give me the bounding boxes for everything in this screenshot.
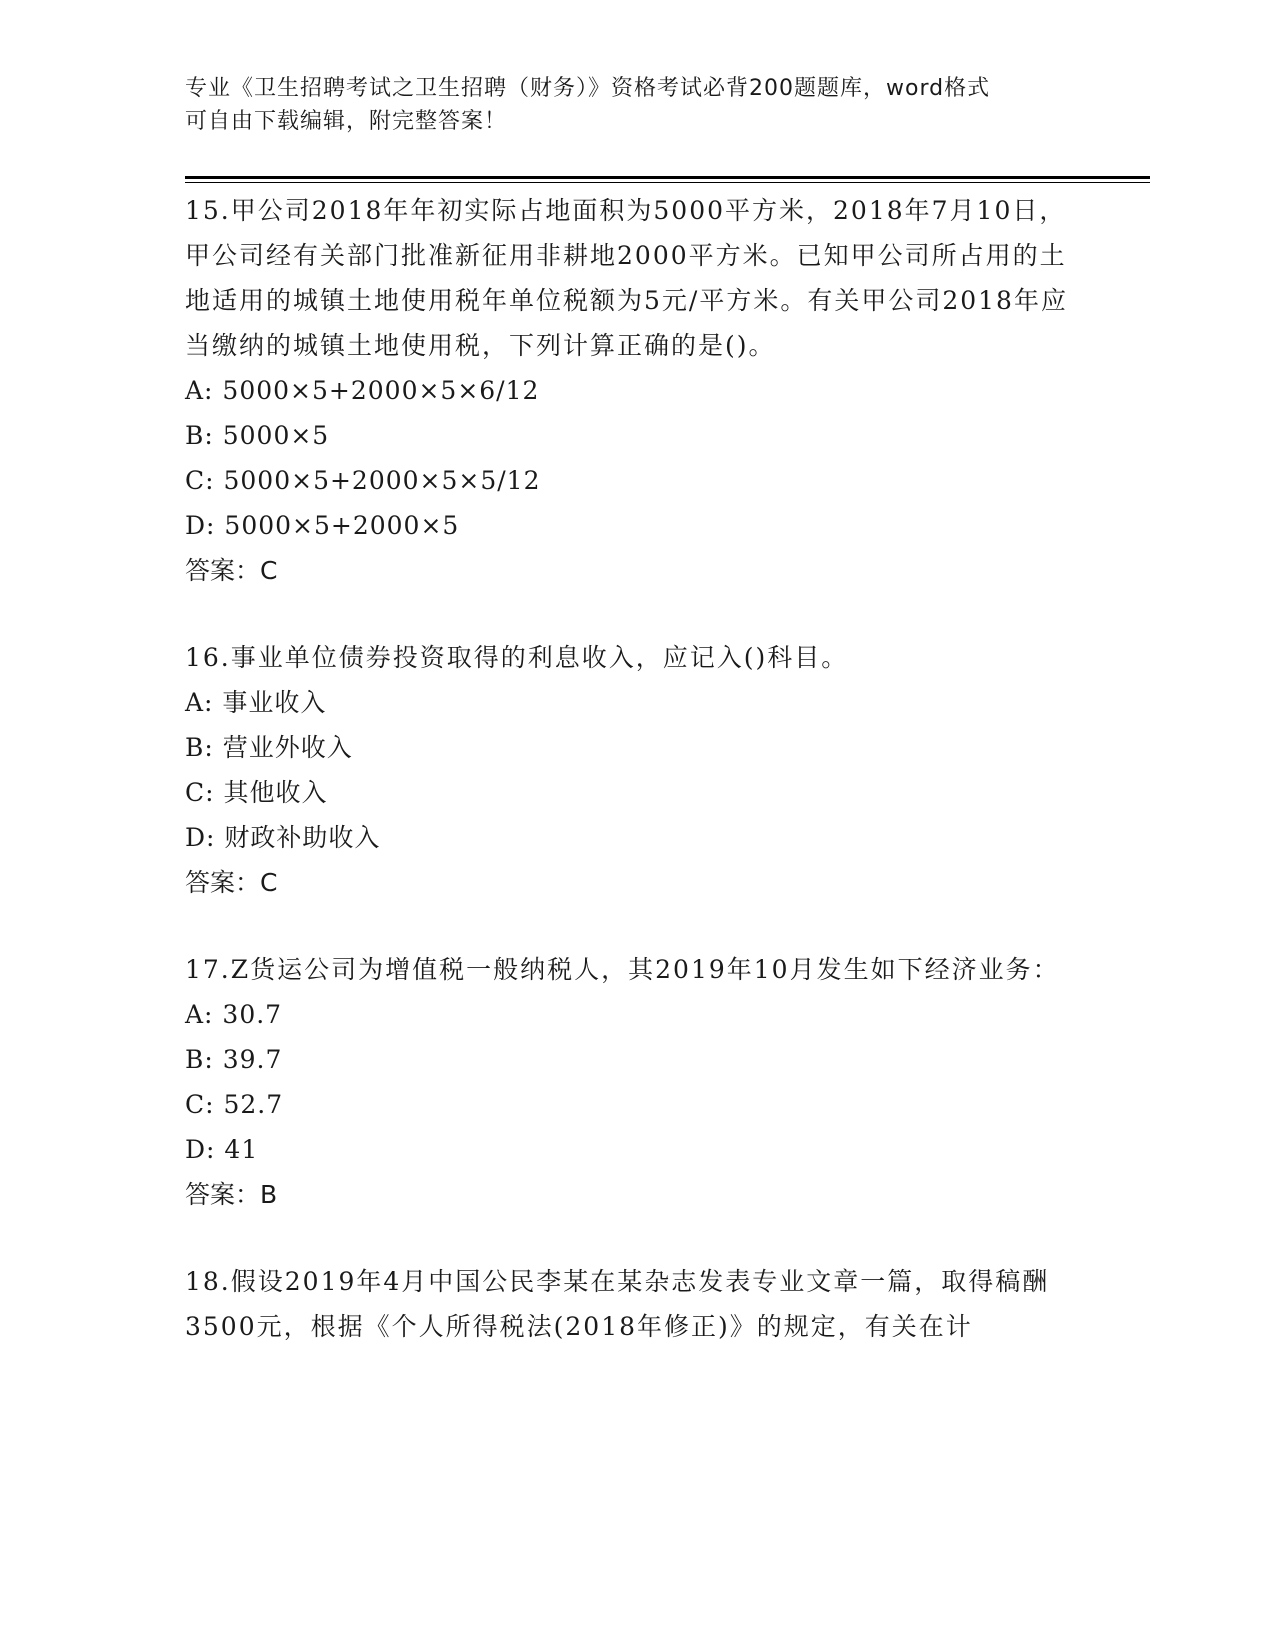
option-d: D: 财政补助收入 xyxy=(185,823,381,852)
option-a: A: 事业收入 xyxy=(185,688,327,717)
answer: 答案：B xyxy=(185,1180,278,1209)
option-b: B: 39.7 xyxy=(185,1045,283,1074)
option-b: B: 5000×5 xyxy=(185,421,330,450)
option-c: C: 52.7 xyxy=(185,1090,284,1119)
question-list xyxy=(185,188,1085,1391)
question-16 xyxy=(185,635,1085,905)
question-15 xyxy=(185,188,1085,593)
question-stem: 18.假设2019年4月中国公民李某在某杂志发表专业文章一篇，取得稿酬3500元，根据《个人所得税法(2018年修正)》的规定，有关在计 xyxy=(185,1267,1050,1341)
option-d: D: 5000×5+2000×5 xyxy=(185,511,460,540)
header-line-1: 专业《卫生招聘考试之卫生招聘（财务）》资格考试必背200题题库，word格式 xyxy=(185,76,991,101)
question-stem: 16.事业单位债券投资取得的利息收入，应记入()科目。 xyxy=(185,643,849,672)
question-17 xyxy=(185,947,1085,1217)
question-stem: 17.Z货运公司为增值税一般纳税人，其2019年10月发生如下经济业务： xyxy=(185,955,1060,984)
header-divider-thick xyxy=(185,176,1150,179)
header-divider-thin xyxy=(185,182,1150,183)
option-a: A: 5000×5+2000×5×6/12 xyxy=(185,376,540,405)
option-c: C: 5000×5+2000×5×5/12 xyxy=(185,466,541,495)
question-18 xyxy=(185,1259,1085,1349)
answer: 答案：C xyxy=(185,868,278,897)
option-c: C: 其他收入 xyxy=(185,778,328,807)
question-stem: 15.甲公司2018年年初实际占地面积为5000平方米，2018年7月10日，甲公司经有关部门批准新征用非耕地2000平方米。已知甲公司所占用的土地适用的城镇土地使用税年单位税额为5元/平方米。有关甲公司2018年应当缴纳的城镇土地使用税，下列计算正确的是()。 xyxy=(185,196,1068,360)
option-a: A: 30.7 xyxy=(185,1000,283,1029)
document-header xyxy=(185,72,1065,138)
header-line-2: 可自由下载编辑，附完整答案！ xyxy=(185,109,508,134)
option-b: B: 营业外收入 xyxy=(185,733,353,762)
answer: 答案：C xyxy=(185,556,278,585)
option-d: D: 41 xyxy=(185,1135,259,1164)
